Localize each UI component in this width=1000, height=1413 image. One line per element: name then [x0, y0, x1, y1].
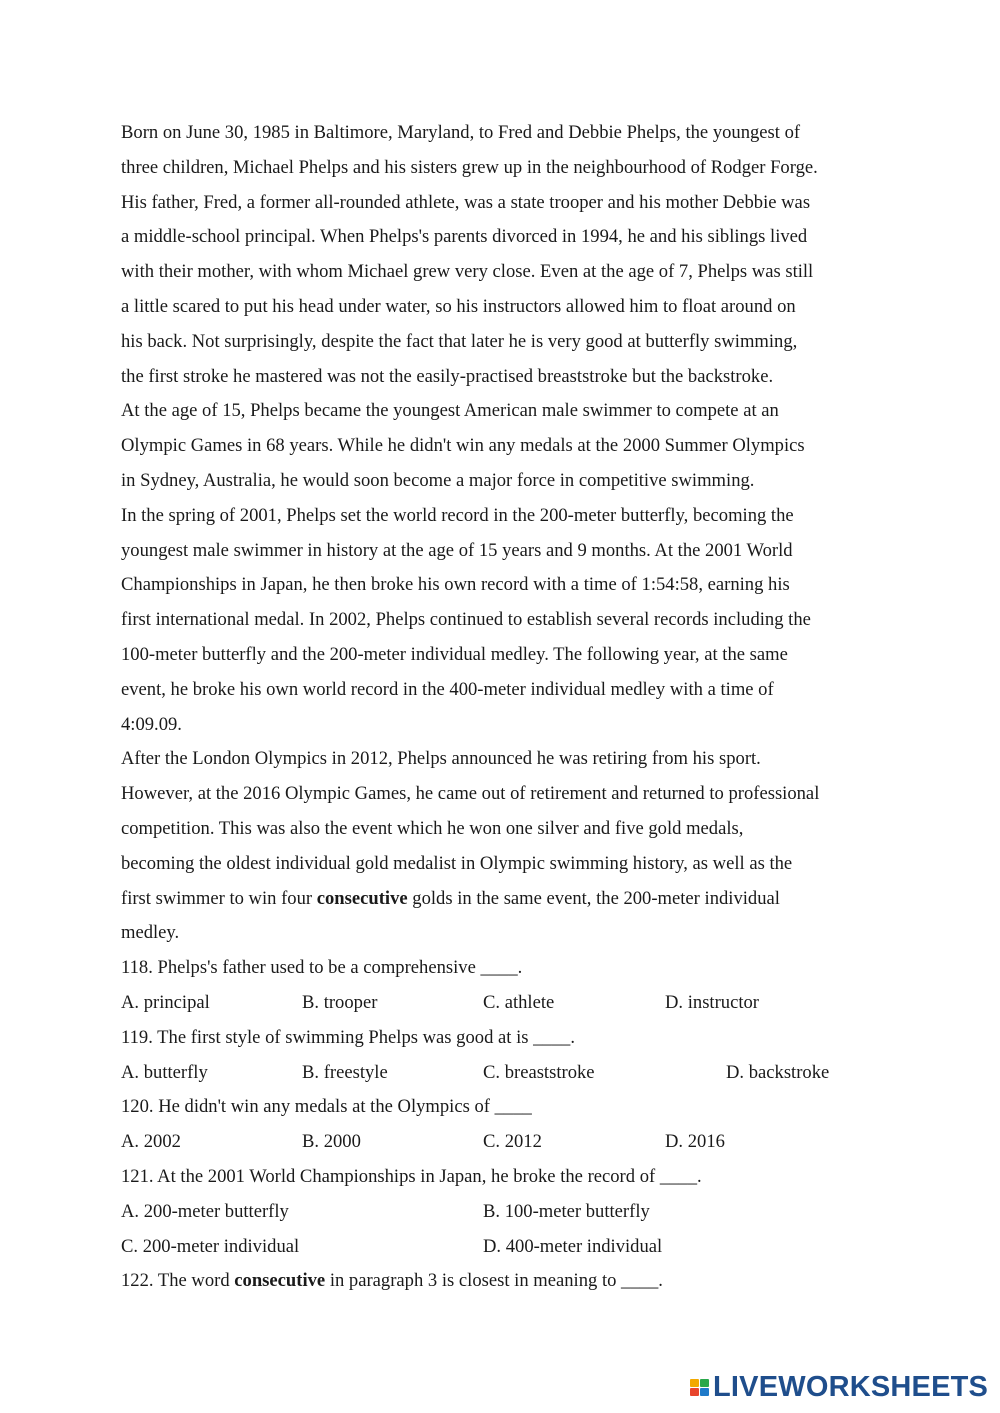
logo-text: LIVEWORKSHEETS: [713, 1370, 989, 1403]
text-segment: in paragraph 3 is closest in meaning to ____.: [325, 1270, 663, 1292]
text-line: first international medal. In 2002, Phelps continued to establish several records including the: [121, 609, 811, 631]
text-segment: first swimmer to win four: [121, 887, 317, 909]
text-line: [121, 882, 891, 917]
paragraph-2: [121, 394, 891, 498]
question-118: [121, 951, 891, 1021]
answer-options: [121, 1056, 891, 1091]
question-121: [121, 1160, 891, 1264]
option-a[interactable]: A. principal: [121, 991, 210, 1013]
text-line: However, at the 2016 Olympic Games, he came out of retirement and returned to professional: [121, 783, 820, 805]
text-line: Championships in Japan, he then broke his own record with a time of 1:54:58, earning his: [121, 574, 790, 596]
question-119: [121, 1021, 891, 1091]
keyword-consecutive: consecutive: [316, 887, 408, 909]
liveworksheets-logo[interactable]: [690, 1370, 988, 1404]
question-122: [121, 1264, 891, 1299]
option-b[interactable]: B. trooper: [302, 991, 378, 1013]
answer-options: [121, 1230, 891, 1265]
text-segment: golds in the same event, the 200-meter individual: [407, 887, 780, 909]
text-line: the first stroke he mastered was not the easily-practised breaststroke but the backstroke.: [121, 365, 774, 387]
keyword-consecutive: consecutive: [234, 1270, 326, 1292]
option-d[interactable]: D. 400-meter individual: [483, 1235, 663, 1257]
mark-square: [700, 1388, 709, 1396]
option-c[interactable]: C. athlete: [483, 991, 555, 1013]
option-a[interactable]: A. 200-meter butterfly: [121, 1200, 289, 1222]
text-line: At the age of 15, Phelps became the youngest American male swimmer to compete at an: [121, 400, 779, 422]
text-line: a little scared to put his head under water, so his instructors allowed him to float around on: [121, 295, 796, 317]
option-b[interactable]: B. 100-meter butterfly: [483, 1200, 650, 1222]
paragraph-4: [121, 742, 891, 951]
text-line: with their mother, with whom Michael grew very close. Even at the age of 7, Phelps was still: [121, 261, 814, 283]
answer-options: [121, 1195, 891, 1230]
text-line: event, he broke his own world record in the 400-meter individual medley with a time of: [121, 678, 774, 700]
text-line: a middle-school principal. When Phelps's parents divorced in 1994, he and his siblings lived: [121, 226, 808, 248]
question-120: [121, 1090, 891, 1160]
option-b[interactable]: B. freestyle: [302, 1061, 388, 1083]
question-stem: 120. He didn't win any medals at the Olympics of ____: [121, 1096, 532, 1118]
question-stem: [121, 1264, 891, 1299]
option-a[interactable]: A. butterfly: [121, 1061, 208, 1083]
option-c[interactable]: C. 2012: [483, 1131, 542, 1153]
text-line: in Sydney, Australia, he would soon become a major force in competitive swimming.: [121, 469, 755, 491]
text-line: competition. This was also the event which he won one silver and five gold medals,: [121, 817, 744, 839]
paragraph-1: [121, 116, 891, 394]
text-line: After the London Olympics in 2012, Phelps announced he was retiring from his sport.: [121, 748, 761, 770]
text-line: becoming the oldest individual gold medalist in Olympic swimming history, as well as the: [121, 852, 793, 874]
text-line: Born on June 30, 1985 in Baltimore, Maryland, to Fred and Debbie Phelps, the youngest of: [121, 122, 801, 143]
text-line: youngest male swimmer in history at the age of 15 years and 9 months. At the 2001 World: [121, 539, 793, 561]
option-d[interactable]: D. 2016: [665, 1131, 725, 1153]
text-line: three children, Michael Phelps and his sisters grew up in the neighbourhood of Rodger Forge.: [121, 156, 818, 178]
option-d[interactable]: D. backstroke: [726, 1061, 830, 1083]
text-line: Olympic Games in 68 years. While he didn't win any medals at the 2000 Summer Olympics: [121, 435, 805, 457]
mark-square: [700, 1379, 709, 1387]
text-line: medley.: [121, 922, 180, 944]
text-line: 100-meter butterfly and the 200-meter individual medley. The following year, at the same: [121, 643, 788, 665]
answer-options: [121, 986, 891, 1021]
question-stem: 121. At the 2001 World Championships in Japan, he broke the record of ____.: [121, 1165, 702, 1187]
text-line: His father, Fred, a former all-rounded athlete, was a state trooper and his mother Debbie was: [121, 191, 811, 213]
worksheet-page: [121, 116, 891, 1299]
option-c[interactable]: C. 200-meter individual: [121, 1235, 300, 1257]
text-line: 4:09.09.: [121, 713, 182, 735]
question-stem: 119. The first style of swimming Phelps was good at is ____.: [121, 1026, 575, 1048]
paragraph-3: [121, 499, 891, 743]
question-stem: 118. Phelps's father used to be a comprehensive ____.: [121, 957, 523, 979]
option-c[interactable]: C. breaststroke: [483, 1061, 595, 1083]
liveworksheets-mark-icon: [690, 1379, 709, 1396]
text-line: his back. Not surprisingly, despite the fact that later he is very good at butterfly swimming,: [121, 330, 798, 352]
option-b[interactable]: B. 2000: [302, 1131, 361, 1153]
text-segment: 122. The word: [121, 1270, 235, 1292]
answer-options: [121, 1125, 891, 1160]
option-a[interactable]: A. 2002: [121, 1131, 181, 1153]
option-d[interactable]: D. instructor: [665, 991, 759, 1013]
mark-square: [690, 1388, 699, 1396]
text-line: In the spring of 2001, Phelps set the world record in the 200-meter butterfly, becoming the: [121, 504, 794, 526]
mark-square: [690, 1379, 699, 1387]
